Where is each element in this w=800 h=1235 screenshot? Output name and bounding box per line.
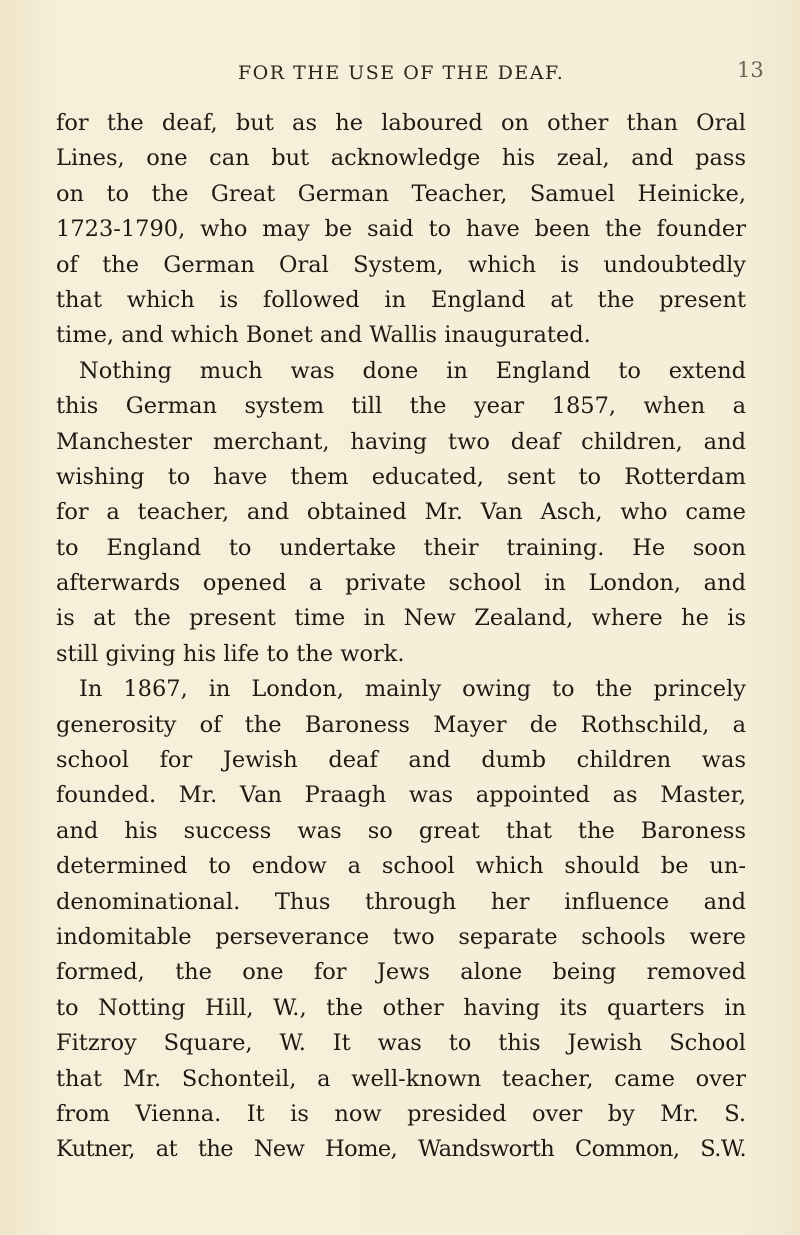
text-line: Lines, one can but acknowledge his zeal, and pass [56,145,746,172]
text-line: Manchester merchant, having two deaf children, and [56,428,746,455]
text-line: on to the Great German Teacher, Samuel Heinicke, [56,180,746,207]
text-line: and his success was so great that the Baroness [56,817,746,844]
text-line: is at the present time in New Zealand, where he is [56,605,746,632]
text-line: Nothing much was done in England to extend [79,357,746,384]
running-head: FOR THE USE OF THE DEAF. [238,62,565,84]
text-line: 1723-1790, who may be said to have been the founder [56,216,746,243]
text-line: of the German Oral System, which is undoubtedly [56,251,746,278]
text-line: to Notting Hill, W., the other having its quarters in [56,994,746,1021]
text-line: that Mr. Schonteil, a well-known teacher, came over [56,1065,746,1092]
text-line: founded. Mr. Van Praagh was appointed as Master, [56,782,746,809]
text-line: indomitable perseverance two separate schools were [56,923,746,950]
text-line: school for Jewish deaf and dumb children was [56,747,746,774]
text-line: Kutner, at the New Home, Wandsworth Common, S.W. [56,1136,746,1163]
text-line: this German system till the year 1857, when a [56,393,746,420]
text-line: wishing to have them educated, sent to Rotterdam [56,463,746,490]
text-line: determined to endow a school which should be un- [56,853,746,880]
text-line: to England to undertake their training. He soon [56,534,746,561]
text-line: for the deaf, but as he laboured on other than Oral [56,110,746,136]
text-line: formed, the one for Jews alone being removed [56,959,746,986]
text-line: Fitzroy Square, W. It was to this Jewish School [56,1030,746,1057]
text-line: In 1867, in London, mainly owing to the princely [79,676,746,703]
text-line: denominational. Thus through her influence and [56,888,746,915]
text-line: from Vienna. It is now presided over by Mr. S. [56,1100,746,1127]
text-line: generosity of the Baroness Mayer de Rothschild, a [56,711,746,738]
body-text [56,106,746,1168]
text-line: that which is followed in England at the present [56,286,746,313]
text-line: for a teacher, and obtained Mr. Van Asch, who came [56,499,746,526]
text-line: still giving his life to the work. [56,640,405,667]
page-number: 13 [737,58,764,82]
text-line: afterwards opened a private school in London, and [56,570,746,597]
text-line: time, and which Bonet and Wallis inaugurated. [56,322,591,349]
